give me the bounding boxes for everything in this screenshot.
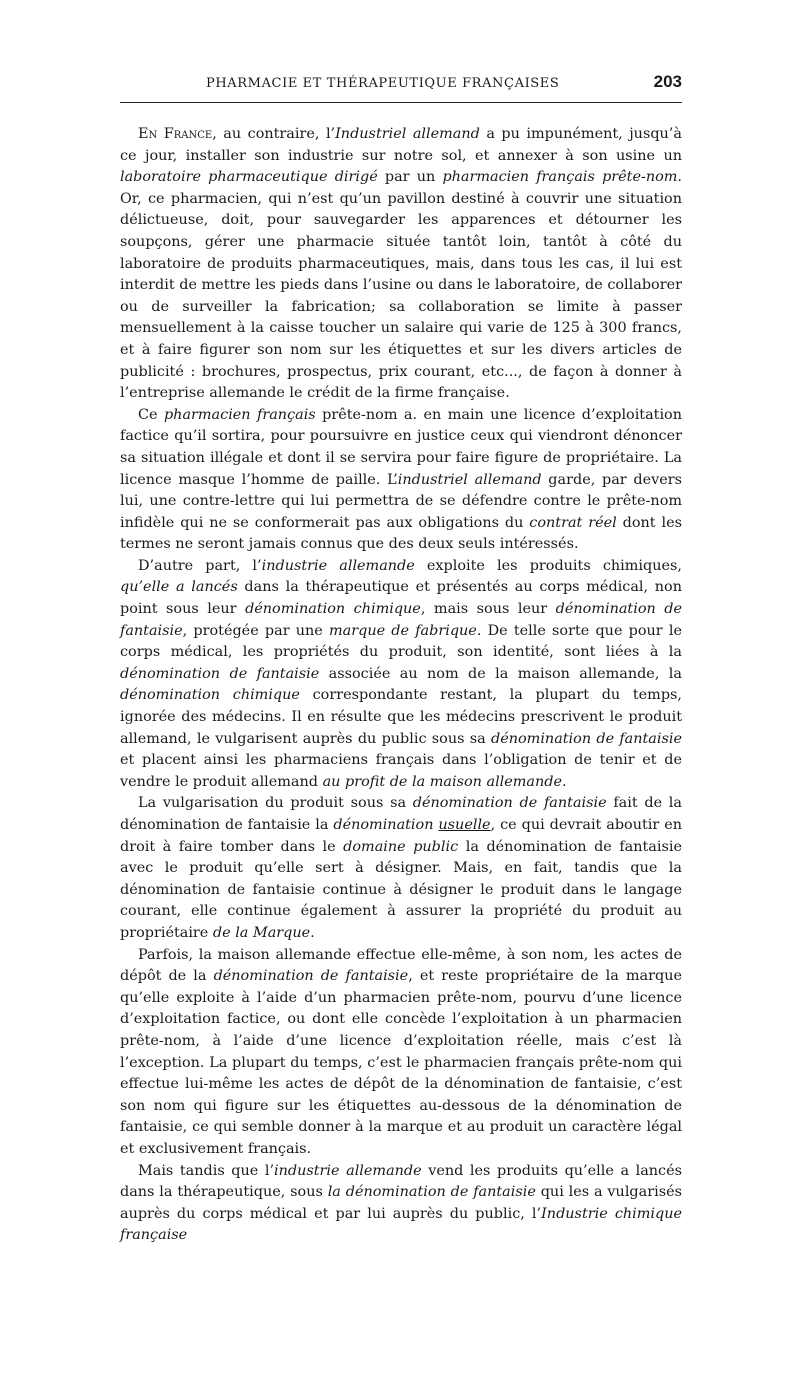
- text-run: correspondante restant, la plupart du temps, ignorée des médecins. Il en résulte que les médecins prescrivent le produit allemand, le vulgarisent auprès du public sous sa: [120, 687, 682, 747]
- text-run: dont les termes ne seront jamais connus que des deux seuls intéressés.: [120, 514, 682, 553]
- text-run: exploite les produits chimiques,: [414, 557, 682, 574]
- text-run: prête-nom a. en main une licence d’exploitation factice qu’il sortira, pour poursuivre en justice ceux qui viendront dénoncer sa situation illégale et dont il se servira pour faire figure de propriétaire. La licence masque l’homme de paille. L’: [120, 406, 682, 488]
- paragraph: [120, 945, 682, 1161]
- text-run: fait de la dénomination de fantaisie la: [120, 795, 682, 833]
- text-run: Ce: [138, 406, 164, 423]
- text-run: La vulgarisation du produit sous sa: [138, 795, 413, 812]
- paragraph: [120, 556, 682, 794]
- italic-run: dénomination: [333, 817, 439, 833]
- text-run: dans la thérapeutique et présentés au corps médical, non point sous leur: [120, 579, 682, 618]
- italic-run: contrat réel: [529, 514, 617, 531]
- italic-run: dénomination chimique: [245, 601, 421, 618]
- paragraph: [120, 405, 682, 556]
- text-run: la dénomination de fantaisie avec le produit qu’elle sert à désigner. Mais, en fait, tandis que la dénomination de fantaisie continue à désigner le produit dans le langage courant, elle continue également à assurer la propriété du produit au propriétaire: [120, 838, 682, 941]
- text-run: .: [310, 924, 315, 941]
- header-rule: [120, 102, 682, 103]
- text-run: Mais tandis que l’: [138, 1162, 275, 1179]
- paragraph: [120, 793, 682, 944]
- paragraph: [120, 1161, 682, 1247]
- text-run: , mais sous leur: [420, 601, 556, 618]
- text-run: , au contraire, l’: [212, 126, 336, 142]
- page-header: [120, 74, 682, 100]
- text-run: vend les produits qu’elle a lancés dans la thérapeutique, sous: [120, 1162, 683, 1201]
- page-number: 203: [653, 72, 682, 91]
- italic-run: laboratoire pharmaceutique dirigé: [120, 169, 378, 186]
- italic-run: dénomination de fantaisie: [120, 665, 320, 682]
- italic-run: domaine public: [343, 838, 459, 855]
- text-run: , ce qui devrait aboutir en droit à faire tomber dans le: [120, 817, 682, 855]
- italic-run: dénomination chimique: [120, 687, 300, 704]
- italic-run: la dénomination de fantaisie: [327, 1184, 536, 1201]
- italic-run: dénomination de fantaisie: [412, 795, 607, 812]
- italic-run: dénomination de fantaisie: [213, 968, 409, 985]
- italic-run: pharmacien français prête-nom: [442, 169, 678, 186]
- text-run: , protégée par une: [182, 622, 330, 639]
- italic-run: pharmacien français: [163, 406, 316, 423]
- text-run: Parfois, la maison allemande effectue elle-même, à son nom, les actes de dépôt de la: [120, 946, 682, 985]
- body-text: [120, 124, 682, 1247]
- text-run: D’autre part, l’: [138, 557, 262, 574]
- text-run: garde, par devers lui, une contre-lettre qui lui permettra de se défendre contre le prête-nom infidèle qui ne se conformerait pas aux obligations du: [120, 471, 683, 531]
- italic-run: industriel allemand: [397, 471, 542, 488]
- running-title: PHARMACIE ET THÉRAPEUTIQUE FRANÇAISES: [206, 76, 560, 91]
- text-run: . Or, ce pharmacien, qui n’est qu’un pavillon destiné à couvrir une situation délictueuse, doit, pour sauvegarder les apparences et détourner les soupçons, gérer une pharmacie située tantôt loin, tantôt à côté du laboratoire de produits pharmaceutiques, mais, dans tous les cas, il lui est interdit de mettre les pieds dans l’usine ou dans le laboratoire, de collaborer ou de surveiller la fabrication; sa collaboration se limite à passer mensuellement à la caisse toucher un salaire qui varie de 125 à 300 francs, et à faire figurer son nom sur les étiquettes et sur les divers articles de publicité : brochures, prospectus, prix courant, etc..., de façon à donner à l’entreprise allemande le crédit de la firme française.: [120, 169, 682, 402]
- italic-run: de la Marque: [212, 924, 311, 941]
- italic-run: usuelle: [438, 817, 491, 833]
- text-run: .: [562, 773, 567, 790]
- italic-run: industrie allemande: [274, 1162, 422, 1179]
- italic-run: dénomination de fantaisie: [120, 601, 682, 639]
- italic-run: marque de fabrique: [329, 622, 477, 639]
- italic-run: qu’elle a lancés: [120, 579, 238, 596]
- italic-run: Industrie chimique française: [120, 1205, 682, 1244]
- italic-run: Industriel allemand: [335, 126, 480, 142]
- italic-run: dénomination de fantaisie: [491, 730, 682, 747]
- text-run: . De telle sorte que pour le corps médical, les propriétés du produit, son identité, sont liées à la: [120, 622, 682, 661]
- text-run: qui les a vulgarisés auprès du corps médical et par lui auprès du public, l’: [120, 1184, 682, 1222]
- paragraph: [120, 124, 682, 405]
- text-run: et placent ainsi les pharmaciens français dans l’obligation de tenir et de vendre le produit allemand: [120, 752, 682, 790]
- small-caps-run: En France: [138, 126, 213, 142]
- italic-run: au profit de la maison allemande: [322, 773, 563, 790]
- text-run: associée au nom de la maison allemande, la: [319, 665, 682, 682]
- text-run: a pu impunément, jusqu’à ce jour, installer son industrie sur notre sol, et annexer à son usine un: [120, 126, 682, 164]
- italic-run: industrie allemande: [261, 557, 415, 574]
- text-run: par un: [377, 169, 443, 186]
- text-run: , et reste propriétaire de la marque qu’elle exploite à l’aide d’un pharmacien prête-nom, pourvu d’une licence d’exploitation factice, ou dont elle concède l’exploitation à un pharmacien prête-nom, à l’aide d’une licence d’exploitation réelle, mais c’est là l’exception. La plupart du temps, c’est le pharmacien français prête-nom qui effectue lui-même les actes de dépôt de la dénomination de fantaisie, c’est son nom qui figure sur les étiquettes au-dessous de la dénomination de fantaisie, ce qui semble donner à la marque et au produit un caractère légal et exclusivement français.: [120, 968, 682, 1157]
